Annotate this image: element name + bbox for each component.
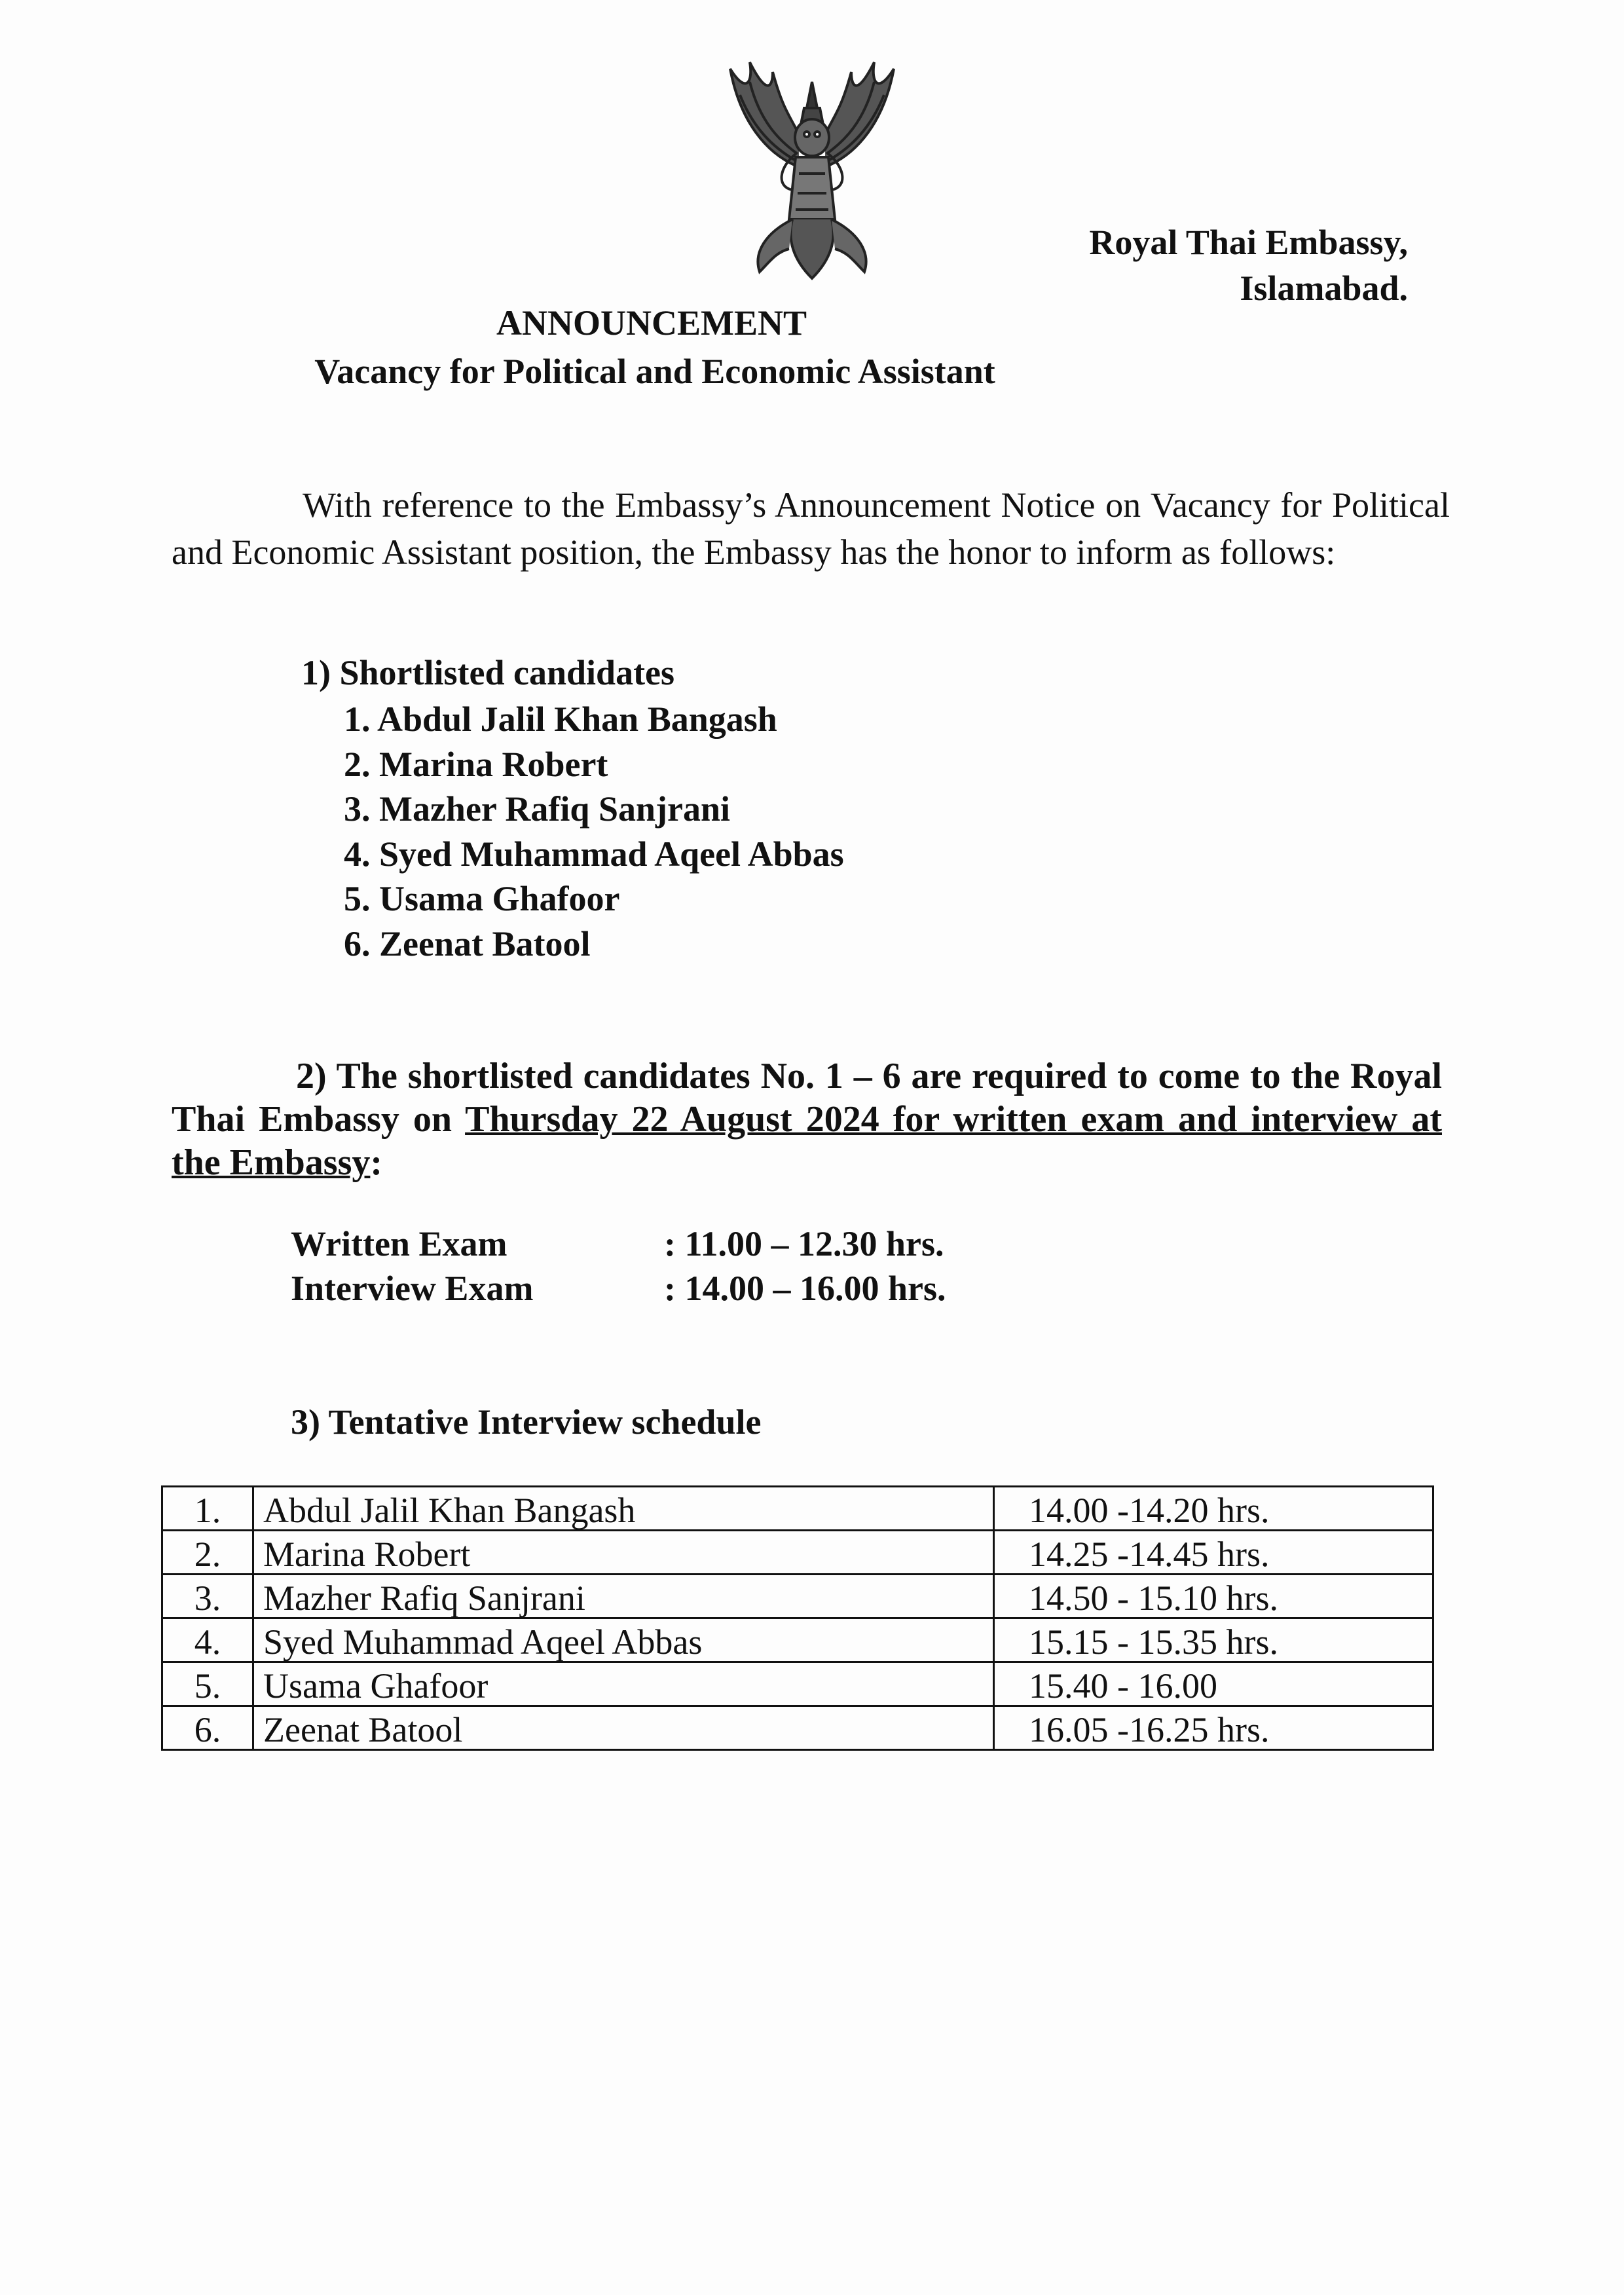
- exam-row: [291, 1222, 946, 1266]
- interview-time: 14.25 -14.45 hrs.: [994, 1531, 1433, 1575]
- table-row: [162, 1618, 1433, 1662]
- garuda-emblem-icon: [701, 56, 923, 288]
- exam-time: : 11.00 – 12.30 hrs.: [664, 1224, 944, 1263]
- candidate-name: Marina Robert: [253, 1531, 994, 1575]
- sender-name: Royal Thai Embassy,: [1089, 223, 1408, 262]
- exam-time: : 14.00 – 16.00 hrs.: [664, 1269, 946, 1308]
- exam-row: [291, 1266, 946, 1311]
- row-number: 4.: [162, 1618, 253, 1662]
- shortlist: [344, 697, 844, 966]
- candidate-name: Abdul Jalil Khan Bangash: [253, 1487, 994, 1531]
- exam-notice-text: 2) The shortlisted candidates No. 1 – 6 are required to come to the Royal Thai Embassy on: [172, 1056, 1442, 1140]
- row-number: 2.: [162, 1531, 253, 1575]
- table-row: [162, 1575, 1433, 1618]
- interview-time: 16.05 -16.25 hrs.: [994, 1706, 1433, 1750]
- candidate-name: Zeenat Batool: [253, 1706, 994, 1750]
- row-number: 6.: [162, 1706, 253, 1750]
- exam-times: [291, 1222, 946, 1311]
- list-item: 6. Zeenat Batool: [344, 924, 591, 963]
- sender-address: [1089, 219, 1408, 311]
- row-number: 1.: [162, 1487, 253, 1531]
- interview-schedule-table: [161, 1485, 1434, 1751]
- exam-notice-end: :: [370, 1142, 383, 1183]
- schedule-heading: 3) Tentative Interview schedule: [291, 1402, 762, 1442]
- announcement-title: ANNOUNCEMENT: [496, 303, 807, 343]
- announcement-subtitle: Vacancy for Political and Economic Assistant: [314, 352, 995, 391]
- list-item: 2. Marina Robert: [344, 744, 608, 784]
- intro-paragraph: With reference to the Embassy’s Announcement Notice on Vacancy for Political and Economic Assistant position, the Embassy has the honor to inform as follows:: [172, 485, 1450, 572]
- list-item: 5. Usama Ghafoor: [344, 879, 620, 918]
- interview-time: 14.00 -14.20 hrs.: [994, 1487, 1433, 1531]
- interview-time: 14.50 - 15.10 hrs.: [994, 1575, 1433, 1618]
- table-row: [162, 1487, 1433, 1531]
- sender-city: Islamabad.: [1240, 269, 1408, 308]
- exam-label: Written Exam: [291, 1224, 507, 1263]
- exam-date-underlined: Thursday 22 August 2024 for written exam and interview at the Embassy: [172, 1099, 1442, 1183]
- table-row: [162, 1706, 1433, 1750]
- candidate-name: Usama Ghafoor: [253, 1662, 994, 1706]
- table-row: [162, 1662, 1433, 1706]
- row-number: 3.: [162, 1575, 253, 1618]
- list-item: 4. Syed Muhammad Aqeel Abbas: [344, 834, 844, 874]
- interview-time: 15.15 - 15.35 hrs.: [994, 1618, 1433, 1662]
- candidate-name: Syed Muhammad Aqeel Abbas: [253, 1618, 994, 1662]
- list-item: 3. Mazher Rafiq Sanjrani: [344, 789, 730, 829]
- exam-label: Interview Exam: [291, 1269, 534, 1308]
- interview-time: 15.40 - 16.00: [994, 1662, 1433, 1706]
- shortlist-heading: 1) Shortlisted candidates: [301, 653, 675, 692]
- row-number: 5.: [162, 1662, 253, 1706]
- table-row: [162, 1531, 1433, 1575]
- exam-notice: [172, 1054, 1442, 1184]
- candidate-name: Mazher Rafiq Sanjrani: [253, 1575, 994, 1618]
- list-item: 1. Abdul Jalil Khan Bangash: [344, 700, 777, 739]
